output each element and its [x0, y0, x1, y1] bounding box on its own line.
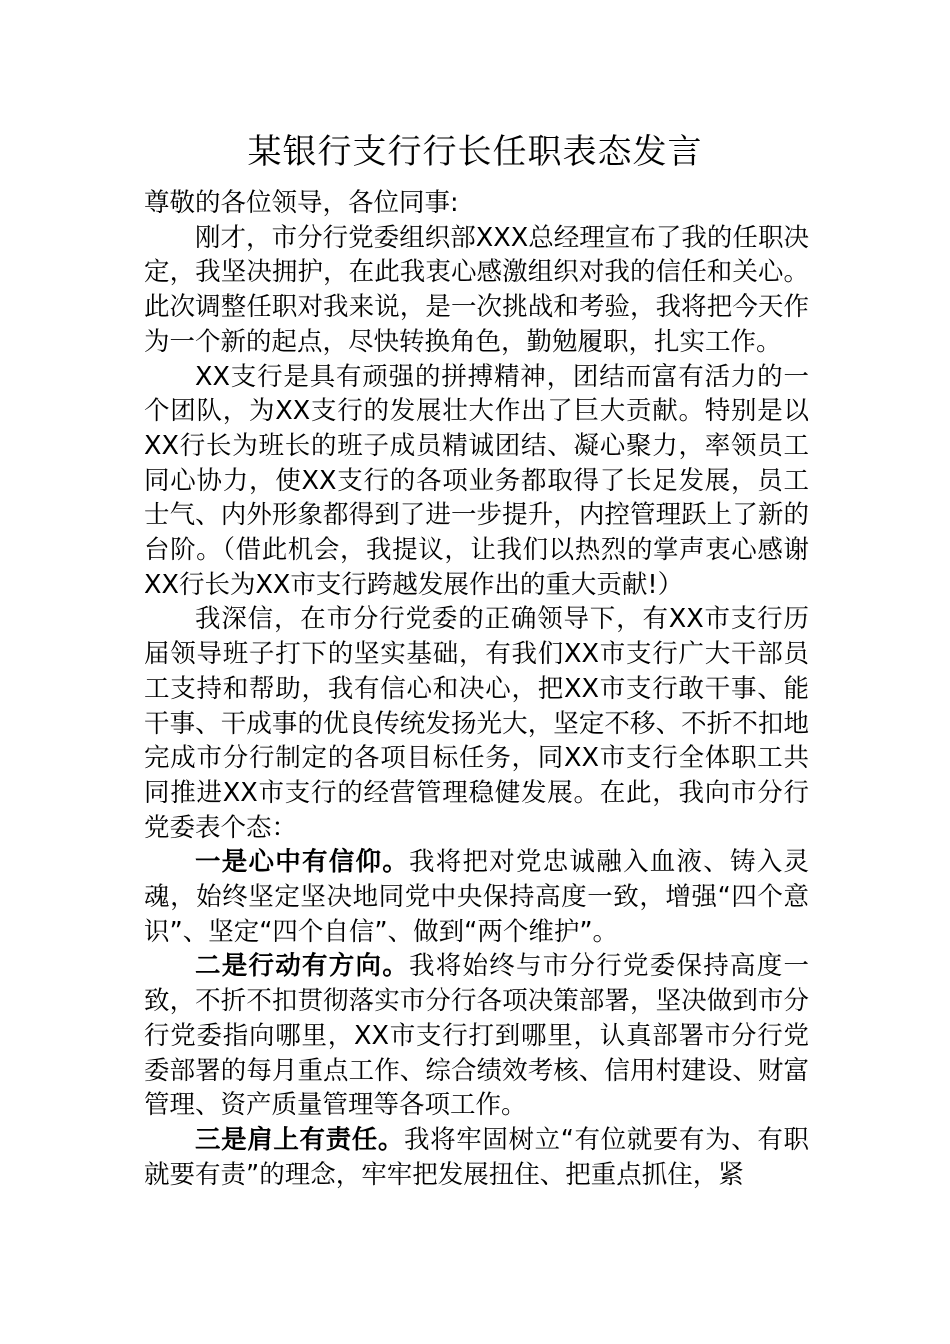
paragraph-text: 我将牢固树立“有位就要有为、有职就要有责”的理念，牢牢把发展扭住、把重点抓住，紧 — [144, 1124, 809, 1190]
paragraph-lead: 二是行动有方向。 — [195, 951, 409, 982]
paragraph-lead: 一是心中有信仰。 — [195, 847, 409, 878]
paragraph — [144, 949, 809, 1123]
paragraph-text: 刚才，市分行党委组织部XXX总经理宣布了我的任职决定，我坚决拥护，在此我衷心感激组织对我的信任和关心。此次调整任职对我来说，是一次挑战和考验，我将把今天作为一个新的起点，尽快转换角色，勤勉履职，扎实工作。 — [144, 222, 809, 357]
paragraph-text: 我将始终与市分行党委保持高度一致，不折不扣贯彻落实市分行各项决策部署，坚决做到市分行党委指向哪里，XX市支行打到哪里，认真部署市分行党委部署的每月重点工作、综合绩效考核、信用村建设、财富管理、资产质量管理等各项工作。 — [144, 951, 809, 1121]
paragraph-text: 我将把对党忠诚融入血液、铸入灵魂，始终坚定坚决地同党中央保持高度一致，增强“四个意识”、坚定“四个自信”、做到“两个维护”。 — [144, 847, 809, 947]
paragraph — [144, 360, 809, 603]
paragraph — [144, 1123, 809, 1192]
paragraph-text: 我深信，在市分行党委的正确领导下，有XX市支行历届领导班子打下的坚实基础，有我们XX市支行广大干部员工支持和帮助，我有信心和决心，把XX市支行敢干事、能干事、干成事的优良传统发扬光大，坚定不移、不折不扣地完成市分行制定的各项目标任务，同XX市支行全体职工共同推进XX市支行的经营管理稳健发展。在此，我向市分行党委表个态： — [144, 604, 809, 843]
paragraph — [144, 602, 809, 845]
document-body — [144, 186, 809, 1192]
paragraph — [144, 221, 809, 360]
paragraph-text: XX支行是具有顽强的拼搏精神，团结而富有活力的一个团队，为XX支行的发展壮大作出了巨大贡献。特别是以XX行长为班长的班子成员精诚团结、凝心聚力，率领员工同心协力，使XX支行的各项业务都取得了长足发展，员工士气、内外形象都得到了进一步提升，内控管理跃上了新的台阶。（借此机会，我提议，让我们以热烈的掌声衷心感谢XX行长为XX市支行跨越发展作出的重大贡献!） — [144, 361, 809, 600]
paragraph — [144, 845, 809, 949]
paragraph-lead: 三是肩上有责任。 — [195, 1124, 404, 1155]
document-title: 某银行支行行长任职表态发言 — [247, 132, 703, 172]
salutation: 尊敬的各位领导，各位同事: — [144, 188, 459, 218]
